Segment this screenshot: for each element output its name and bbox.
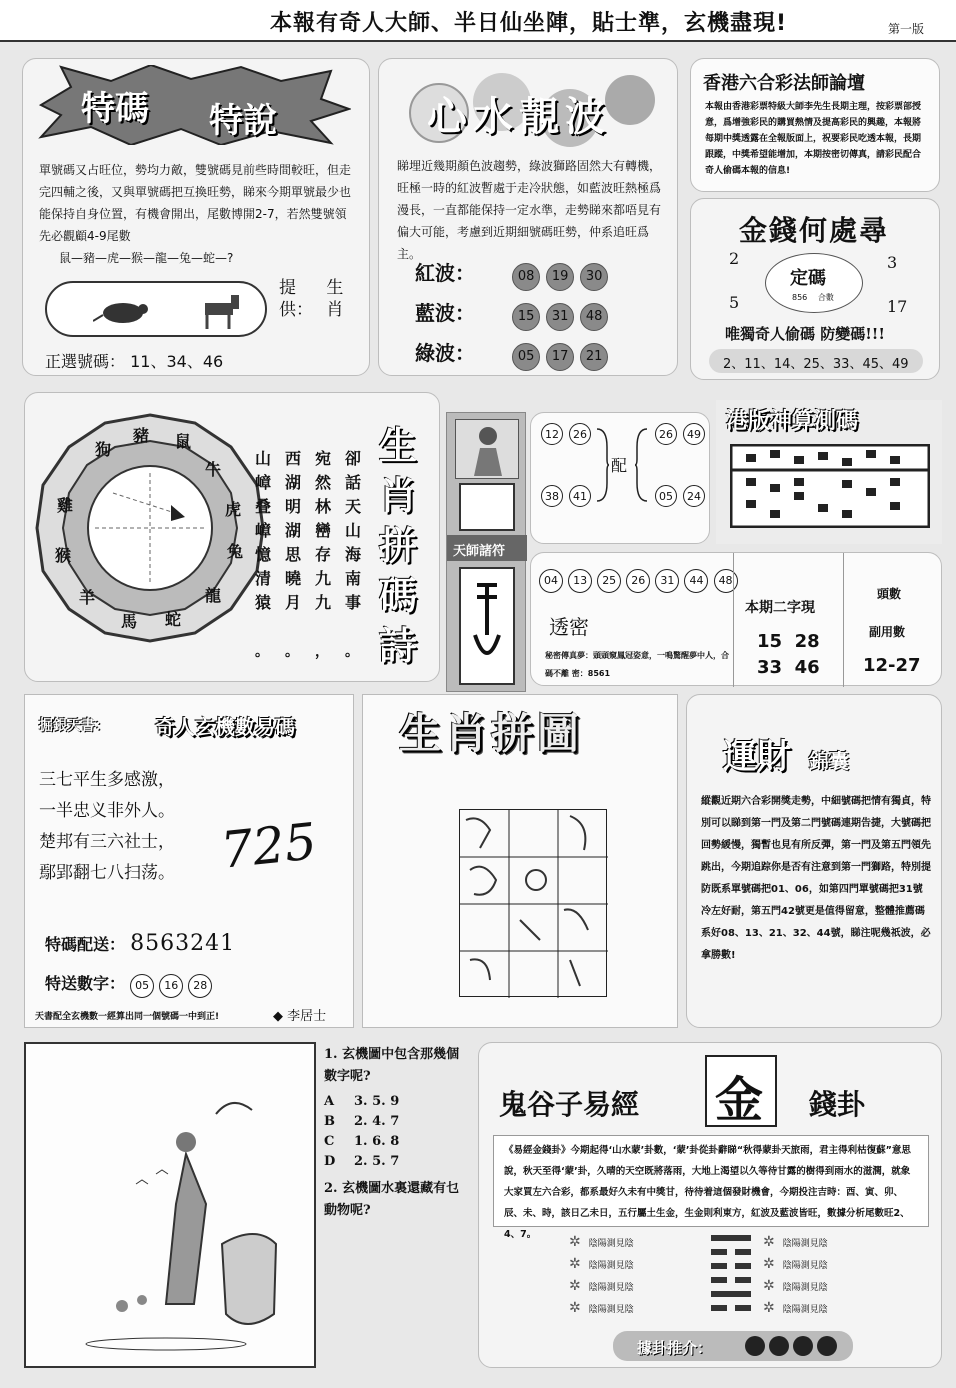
yinyang-row [763,1275,828,1294]
riddle-option [324,1132,464,1152]
wave-ball: 19 [546,263,574,291]
option-key: B [324,1114,335,1129]
send-row [45,971,212,998]
pair-ball: 26 [569,423,591,445]
provide-col: 提供： [279,278,313,320]
puzzle-pieces-icon [460,810,608,998]
animal-box [45,281,267,337]
head-nums: 12-27 [863,655,921,676]
option-value: 2. 4. 7 [354,1114,400,1129]
push-ball [745,1336,765,1356]
money-numbers: 2、11、14、25、33、45、49 [723,357,909,372]
waves-rows [415,257,614,377]
secret-ball: 04 [539,569,563,593]
option-key: C [324,1134,335,1149]
two-num: 33 [757,657,783,678]
fortune-body: 縱觀近期六合彩開獎走勢，中細號碼把情有獨貞，特別可以睇到第一門及第二門號碼連期告捷，大號碼把回勢緩慢，獨暫也見有所反彈，第一門及第五門領先跳出，今期追踪你是否有注意到第一門獅路，特別提防既系單號碼把01、06，如第四門單號碼把31號冷左好耐，第五門42號更是值得留意，整體推薦碼系好08、13、21、32、44號，睇注呢幾祇波，必拿勝數! [701,796,931,961]
money-center-sub-a: 856 [792,293,808,302]
push-bar [613,1331,853,1361]
two-title: 本期二字現 [745,600,815,616]
zodiac-panel [24,392,440,682]
riddle-text [324,1044,464,1222]
guigu-gold-box [705,1055,777,1127]
send-ball: 16 [159,974,183,998]
master-label: 天師諸符 [453,544,506,559]
wave-ball: 21 [580,343,608,371]
riddle-option [324,1152,464,1172]
riddle-q2: 2. 玄機圖水裏還藏有乜動物呢? [324,1181,460,1218]
talisman-script-icon [467,575,507,675]
pair-ball: 24 [683,485,705,507]
wave-row-red [415,257,614,297]
brace-right-icon [595,427,609,503]
money-slogan: 唯獨奇人偷碼 防變碼!!! [725,325,885,343]
push-ball [793,1336,813,1356]
code-label: 特碼配送： [45,935,126,954]
yinyang-row [763,1253,828,1272]
money-center: 定碼 [790,268,826,289]
puzzle-grid [459,809,607,997]
poem-line: 楚邦有三六社士， [39,832,175,852]
forum-title: 香港六合彩法師論壇 [703,73,865,94]
yinyang-row [569,1297,634,1316]
yinyang-row [763,1231,828,1250]
secret-ball: 44 [684,569,708,593]
wave-ball: 30 [580,263,608,291]
pair-ball: 12 [541,423,563,445]
guigu-gold: 金 [715,1072,764,1128]
sage-icon [470,424,506,476]
fortune-title-a: 運財 [723,737,791,777]
picks-label: 正選號碼： [45,352,126,371]
brace-left-icon [635,427,649,503]
poem-mark: ， [315,644,329,660]
riddle-q1: 1. 玄機圖中包含那幾個數字呢? [324,1047,460,1084]
poem-line: 三七平生多感激， [39,770,175,790]
wheel-label: 虎 [225,500,242,519]
secret-balls [539,569,738,593]
wheel-label: 猴 [55,546,72,565]
poem-col: 山嶂叠嶂憶清猿 [255,449,272,612]
code-row [45,931,235,956]
pair-ball: 05 [655,485,677,507]
qiren-author: ◆ 李居士 [273,1009,327,1024]
tema-body: 單號碼又占旺位，勢均力敵，雙號碼見前些時間較旺，但走完四輔之後，又與單號碼把互換旺勢，睇來今期單號最少也能保持自身位置，有機會開出，尾數博開2-7，若然雙號領先必觀顧4-9尾數 [39,163,352,243]
tema-title-a: 特碼 [81,89,149,129]
money-corner-tl: 2 [729,249,740,268]
yinyang-text: 陰陽測見陰 [588,1239,634,1249]
tema-panel [22,58,370,376]
qiren-title: 奇人玄機數易碼 [155,715,295,739]
yinyang-text: 陰陽測見陰 [782,1283,828,1293]
wheel-label: 龍 [205,586,222,605]
rat-icon [93,297,153,327]
abacus-icon [730,444,930,528]
two-num: 28 [794,631,820,652]
page-header [0,0,956,42]
hexagram-icon [711,1233,751,1313]
provide-label [279,277,348,321]
yinyang-text: 陰陽測見陰 [782,1261,828,1271]
abacus-panel [716,400,942,544]
poem-col: 宛然林巒存九九 [315,449,332,612]
abacus-title: 港版神算測碼 [726,409,859,434]
two-nums [757,629,820,681]
waves-panel [378,58,678,376]
riddle-option [324,1112,464,1132]
forum-body: 本報由香港彩票特級大師李先生長期主理，按彩票部授意，爲增強彩民的購買熱情及提高彩民的興趣，本報將每期中獎透露在全報版面上，祝要彩民吃透本報，長期跟蹤，中獎希望能增加，本期按密切傳真，請彩民配合奇人偷碼本報的信息! [705,102,922,176]
talisman-bottom [459,567,515,685]
sun-icon: ✲ [763,1256,775,1272]
sun-icon: ✲ [763,1234,775,1250]
fortune-panel [686,694,942,1028]
yinyang-text: 陰陽測見陰 [588,1283,634,1293]
guigu-title-b: 錢卦 [809,1088,866,1121]
wheel-label: 羊 [79,588,96,607]
sage-scene-icon [26,1044,314,1366]
wave-ball: 31 [546,303,574,331]
secret-ball: 26 [626,569,650,593]
yinyang-text: 陰陽測見陰 [782,1305,828,1315]
money-panel [690,198,940,380]
option-value: 2. 5. 7 [354,1154,400,1169]
wheel-label: 蛇 [165,610,182,629]
qiren-footer: 天書配全玄機數一經算出同一個號碼一中到正! [35,1012,220,1022]
wheel-label: 豬 [133,426,150,445]
sun-icon: ✲ [569,1256,581,1272]
secret-ball: 25 [597,569,621,593]
qiren-panel [24,694,354,1028]
wheel-label: 馬 [121,612,138,631]
talisman-top [459,483,515,531]
option-key: A [324,1094,335,1109]
qiren-tag: 掘銀天書： [39,718,109,734]
head-title-a: 頭數 [877,587,902,601]
money-corner-tr: 3 [887,253,898,272]
yinyang-text: 陰陽測見陰 [588,1261,634,1271]
puzzle-title: 生肖拼圖 [399,709,584,758]
wave-label-blue: 藍波： [415,301,475,325]
forum-panel [690,58,940,192]
wheel-label: 鼠 [175,432,192,451]
secret-divider-2 [843,553,844,687]
poem-mark: 。 [255,644,269,660]
poem-line: 鄢郢翻七八扫荡。 [39,863,175,883]
yinyang-text: 陰陽測見陰 [588,1305,634,1315]
head-title-b: 副用數 [869,625,906,639]
guigu-panel [478,1042,942,1368]
poem-mark: 。 [285,644,299,660]
zodiac-col: 生肖 [326,278,344,320]
yinyang-row [569,1275,634,1294]
sun-icon: ✲ [569,1300,581,1316]
edition-label: 第一版 [888,22,925,36]
poem-col: 西湖明湖思曉月 [285,449,302,612]
puzzle-panel [362,694,678,1028]
pair-ball: 26 [655,423,677,445]
master-column [446,412,526,692]
money-numbers-bar [709,349,923,373]
zodiac-title: 生肖拼碼詩 [379,423,418,668]
send-ball: 05 [130,974,154,998]
two-num: 15 [757,631,783,652]
headline: 本報有奇人大師、半日仙坐陣，貼士準，玄機盡現! [270,11,788,36]
push-ball [817,1336,837,1356]
starburst-icon [31,65,351,145]
guigu-yinyang [569,1229,929,1327]
yinyang-row [569,1253,634,1272]
master-label-bar [447,535,527,561]
wheel-labels [35,413,265,643]
secret-ball: 13 [568,569,592,593]
pair-ball: 38 [541,485,563,507]
sun-icon: ✲ [569,1278,581,1294]
picks-value: 11、34、46 [130,352,224,371]
guigu-body-box [493,1135,929,1240]
wave-ball: 08 [512,263,540,291]
picks-row [45,349,223,372]
send-label: 特送數字： [45,974,126,993]
wheel-label: 牛 [205,460,222,479]
poem-line: 一半忠义非外人。 [39,801,175,821]
guigu-title-a: 鬼谷子易經 [499,1088,640,1121]
waves-title: 心水靚波 [427,93,611,140]
pairing-panel [530,412,710,544]
option-value: 1. 6. 8 [354,1134,400,1149]
wheel-label: 雞 [57,496,74,515]
waves-body: 睇埋近幾期顏色波趨勢，綠波獅路固然大有轉機，旺極一時的紅波暫處于走冷狀態，如藍波旺熱極爲漫長，一直都能保持一定水準，走勢睇來都唔見有偏大可能，考慮到近期細號碼旺勢，仲系追旺爲主。 [397,159,662,261]
secret-panel [530,552,942,686]
send-ball: 28 [188,974,212,998]
option-value: 3. 5. 9 [354,1094,400,1109]
yinyang-row [763,1297,828,1316]
pair-mid: 配 [611,456,628,475]
secret-label: 透密 [549,615,589,639]
wave-label-green: 綠波： [415,341,475,365]
secret-note: 秘密傳真夢：頭頭窺鳳冠姿意，一鳴驚醒夢中人，合碼不離 密：8561 [545,651,729,678]
wave-label-red: 紅波： [415,261,475,285]
wave-ball: 48 [580,303,608,331]
sun-icon: ✲ [569,1234,581,1250]
pair-ball: 49 [683,423,705,445]
wave-row-green [415,337,614,377]
money-center-sub [792,292,834,303]
master-portrait [455,419,519,479]
wave-ball: 17 [546,343,574,371]
money-corner-br: 17 [887,297,908,316]
money-corner-bl: 5 [729,293,740,312]
option-key: D [324,1154,336,1169]
push-ball [769,1336,789,1356]
poem-col: 卻話天山海南事 [345,449,362,612]
two-num: 46 [794,657,820,678]
riddle-option [324,1092,464,1112]
secret-divider-1 [733,553,734,687]
yinyang-row [569,1231,634,1250]
wave-ball: 15 [512,303,540,331]
yinyang-text: 陰陽測見陰 [782,1239,828,1249]
money-center-ellipse [765,253,863,313]
push-label: 據卦推介： [637,1339,713,1357]
guigu-body: 《易經金錢卦》今期起得‘山水蒙’卦數，‘蒙’卦從卦辭睇“秋得蒙卦天旅雨，君主得利枯復蘇”意思說，秋天至得‘蒙’卦，久晴的天空既將落雨，大地上渴望以久等待甘露的樹得到雨水的滋潤，就象大家買左六合彩，都系最好久未有中獎甘，待待着這個發財機會，今期投注吉時：酉、寅、卯、辰、未、時，該日乙未日，五行屬土生金，生金則利東方，紅波及藍波皆旺，數據分析尾數旺2、4、7。 [504,1145,911,1240]
tema-title-b: 特說 [209,101,277,141]
horse-icon [197,291,245,331]
money-center-sub-b: 合數 [817,293,834,302]
wheel-label: 兔 [227,542,244,561]
secret-ball: 31 [655,569,679,593]
riddle-image [24,1042,316,1368]
poem-mark: 。 [345,644,359,660]
wave-ball: 05 [512,343,540,371]
pair-ball: 41 [569,485,591,507]
sun-icon: ✲ [763,1278,775,1294]
riddle-options [324,1092,464,1172]
money-title: 金錢何處尋 [739,214,890,247]
sun-icon: ✲ [763,1300,775,1316]
wheel-label: 狗 [95,440,112,459]
wave-row-blue [415,297,614,337]
tema-animals: 鼠—豬—虎—猴—龍—兔—蛇—? [59,251,234,265]
handwritten-number: 725 [218,812,320,880]
fortune-title-b: 錦囊 [809,749,849,773]
secret-ball: 48 [714,569,738,593]
qiren-poem [39,765,175,889]
code-value: 8563241 [130,931,236,956]
